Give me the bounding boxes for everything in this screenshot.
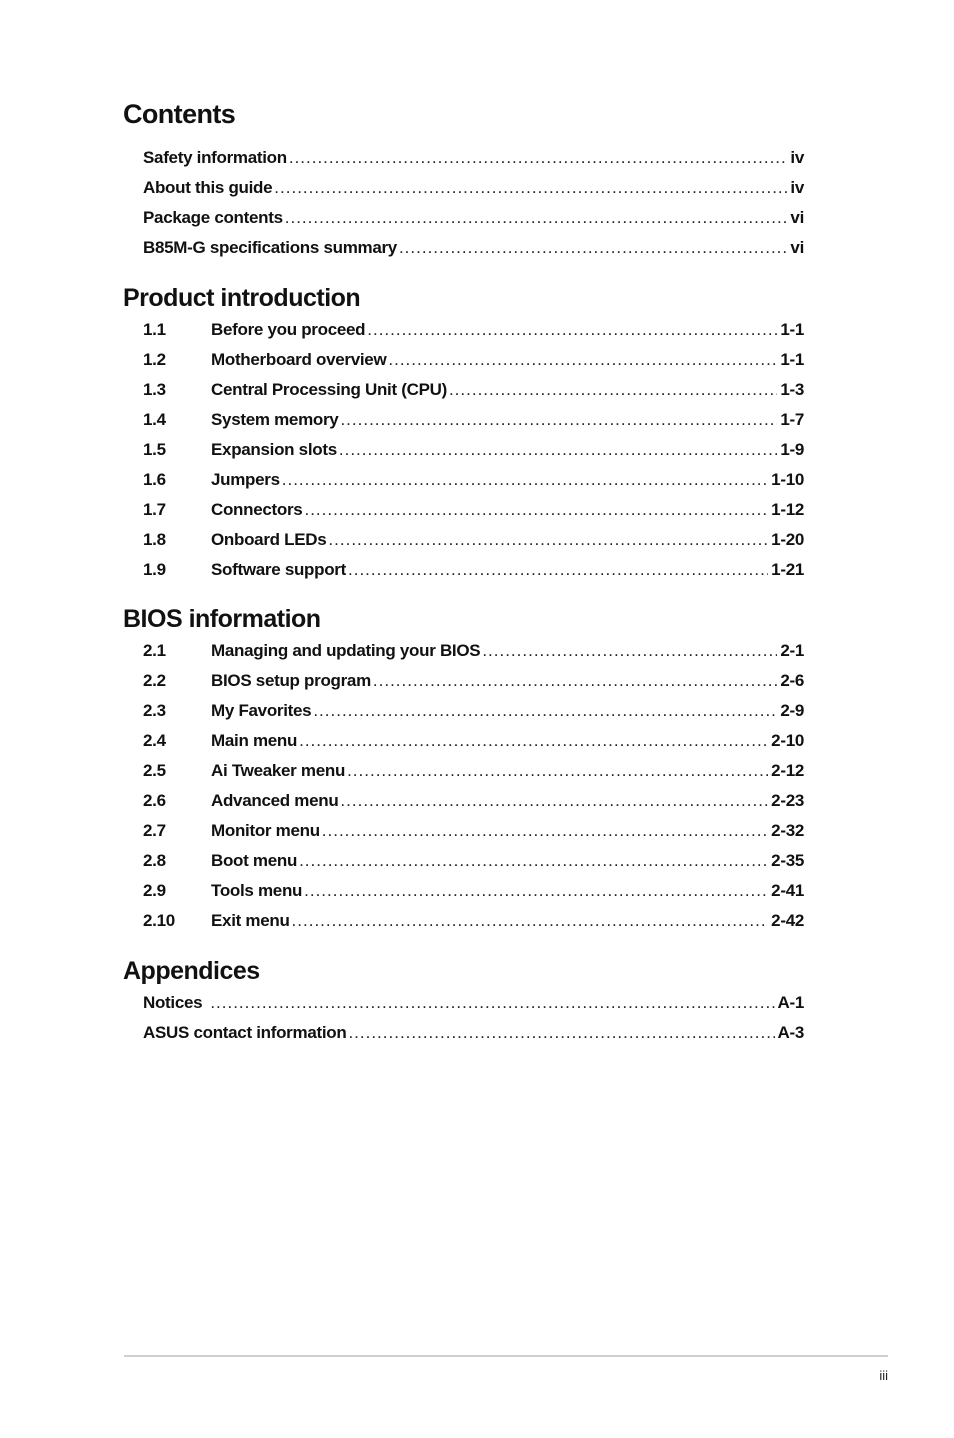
toc-entry[interactable] — [143, 315, 804, 345]
toc-entry-number: 1.1 — [143, 320, 166, 339]
dot-leader — [348, 1018, 774, 1048]
toc-entry-number: 1.8 — [143, 530, 166, 549]
toc-entry-title: Software support — [211, 560, 346, 579]
toc-entry-title: ASUS contact information — [143, 1023, 347, 1042]
chapter-heading-appendices: Appendices — [123, 957, 260, 985]
toc-entry-page: 2-42 — [771, 911, 804, 930]
toc-entry-title: Motherboard overview — [211, 350, 387, 369]
dot-leader — [340, 786, 768, 816]
toc-entry-title: Expansion slots — [211, 440, 337, 459]
toc-entry-page: 1-1 — [780, 350, 804, 369]
toc-entry-page: 2-32 — [771, 821, 804, 840]
dot-leader — [292, 906, 769, 936]
page-number: iii — [879, 1368, 888, 1383]
toc-entry-title: B85M-G specifications summary — [143, 238, 397, 257]
toc-entry-page: 1-3 — [780, 380, 804, 399]
dot-leader — [274, 173, 787, 203]
toc-entry-page: 2-12 — [771, 761, 804, 780]
toc-entry-title: Managing and updating your BIOS — [211, 641, 481, 660]
toc-entry-title: Monitor menu — [211, 821, 320, 840]
toc-entry[interactable] — [143, 1018, 804, 1048]
dot-leader — [313, 696, 777, 726]
toc-entry-page: 1-10 — [771, 470, 804, 489]
dot-leader — [482, 636, 777, 666]
toc-entry-title: Main menu — [211, 731, 298, 750]
toc-entry-title: Exit menu — [211, 911, 290, 930]
toc-entry-page: iv — [790, 148, 804, 167]
toc-entry[interactable] — [143, 435, 804, 465]
toc-entry-page: A-1 — [777, 993, 804, 1012]
toc-entry-title: Connectors — [211, 500, 303, 519]
toc-entry-page: 1-20 — [771, 530, 804, 549]
toc-entry-page: 2-6 — [780, 671, 804, 690]
toc-entry-page: vi — [790, 238, 804, 257]
toc-entry-title: Advanced menu — [211, 791, 339, 810]
toc-entry[interactable] — [143, 666, 804, 696]
toc-appendices — [143, 988, 804, 1048]
toc-entry-page: 1-12 — [771, 500, 804, 519]
dot-leader — [299, 726, 768, 756]
chapter-heading-bios-information: BIOS information — [123, 605, 321, 633]
dot-leader — [304, 495, 768, 525]
toc-entry-title: Tools menu — [211, 881, 303, 900]
toc-entry-title: My Favorites — [211, 701, 312, 720]
toc-entry-number: 2.1 — [143, 641, 166, 660]
toc-entry[interactable] — [143, 375, 804, 405]
toc-entry[interactable] — [143, 405, 804, 435]
toc-entry-page: 1-9 — [780, 440, 804, 459]
toc-entry[interactable] — [143, 345, 804, 375]
toc-entry-page: 2-23 — [771, 791, 804, 810]
chapter-heading-product-introduction: Product introduction — [123, 284, 361, 312]
dot-leader — [339, 435, 777, 465]
toc-entry[interactable] — [143, 233, 804, 263]
dot-leader — [299, 846, 768, 876]
toc-entry[interactable] — [143, 203, 804, 233]
toc-entry-title: Safety information — [143, 148, 287, 167]
contents-heading: Contents — [123, 99, 236, 129]
toc-entry[interactable] — [143, 906, 804, 936]
toc-entry[interactable] — [143, 525, 804, 555]
toc-entry-page: A-3 — [777, 1023, 804, 1042]
toc-entry-number: 1.9 — [143, 560, 166, 579]
toc-entry-title: Jumpers — [211, 470, 280, 489]
toc-entry-page: iv — [790, 178, 804, 197]
toc-entry[interactable] — [143, 143, 804, 173]
toc-entry-page: 2-41 — [771, 881, 804, 900]
toc-entry-title: Central Processing Unit (CPU) — [211, 380, 447, 399]
dot-leader — [399, 233, 787, 263]
toc-chapter-1 — [143, 315, 804, 585]
toc-entry-number: 2.2 — [143, 671, 166, 690]
toc-entry-number: 2.5 — [143, 761, 166, 780]
toc-entry-page: 1-1 — [780, 320, 804, 339]
dot-leader — [347, 756, 768, 786]
toc-entry-number: 1.5 — [143, 440, 166, 459]
toc-entry-title: Boot menu — [211, 851, 298, 870]
toc-entry-page: 1-21 — [771, 560, 804, 579]
toc-entry-number: 1.3 — [143, 380, 166, 399]
toc-entry[interactable] — [143, 636, 804, 666]
dot-leader — [373, 666, 777, 696]
toc-chapter-2 — [143, 636, 804, 936]
toc-entry[interactable] — [143, 786, 804, 816]
toc-entry-page: 2-1 — [780, 641, 804, 660]
toc-entry-number: 2.10 — [143, 911, 175, 930]
toc-entry-title: Notices — [143, 993, 203, 1012]
toc-entry-number: 2.6 — [143, 791, 166, 810]
dot-leader — [322, 816, 768, 846]
dot-leader — [340, 405, 777, 435]
dot-leader — [289, 143, 788, 173]
toc-entry-number: 1.2 — [143, 350, 166, 369]
toc-entry-number: 2.8 — [143, 851, 166, 870]
toc-entry-title: Ai Tweaker menu — [211, 761, 346, 780]
dot-leader — [210, 988, 774, 1018]
toc-entry-page: 2-9 — [780, 701, 804, 720]
toc-entry[interactable] — [143, 988, 804, 1018]
toc-entry-title: Before you proceed — [211, 320, 366, 339]
toc-entry-number: 2.3 — [143, 701, 166, 720]
dot-leader — [388, 345, 777, 375]
footer-rule — [124, 1355, 888, 1357]
toc-entry[interactable] — [143, 495, 804, 525]
toc-entry[interactable] — [143, 756, 804, 786]
dot-leader — [449, 375, 777, 405]
toc-entry-number: 2.7 — [143, 821, 166, 840]
toc-entry[interactable] — [143, 876, 804, 906]
toc-entry-title: System memory — [211, 410, 339, 429]
dot-leader — [304, 876, 768, 906]
toc-entry-page: 2-35 — [771, 851, 804, 870]
toc-entry-title: Onboard LEDs — [211, 530, 327, 549]
dot-leader — [328, 525, 768, 555]
dot-leader — [367, 315, 777, 345]
toc-entry-title: Package contents — [143, 208, 283, 227]
toc-entry[interactable] — [143, 465, 804, 495]
toc-entry[interactable] — [143, 816, 804, 846]
toc-entry-number: 2.4 — [143, 731, 166, 750]
toc-entry-title: About this guide — [143, 178, 273, 197]
toc-entry[interactable] — [143, 173, 804, 203]
dot-leader — [285, 203, 788, 233]
toc-entry-page: vi — [790, 208, 804, 227]
toc-entry[interactable] — [143, 696, 804, 726]
toc-entry[interactable] — [143, 846, 804, 876]
dot-leader — [348, 555, 768, 585]
dot-leader — [282, 465, 768, 495]
toc-entry-page: 1-7 — [780, 410, 804, 429]
toc-entry-page: 2-10 — [771, 731, 804, 750]
toc-front-matter — [143, 143, 804, 263]
toc-entry-number: 1.7 — [143, 500, 166, 519]
toc-entry-number: 1.4 — [143, 410, 166, 429]
toc-entry-number: 1.6 — [143, 470, 166, 489]
toc-entry[interactable] — [143, 555, 804, 585]
toc-entry[interactable] — [143, 726, 804, 756]
toc-entry-number: 2.9 — [143, 881, 166, 900]
toc-entry-title: BIOS setup program — [211, 671, 371, 690]
